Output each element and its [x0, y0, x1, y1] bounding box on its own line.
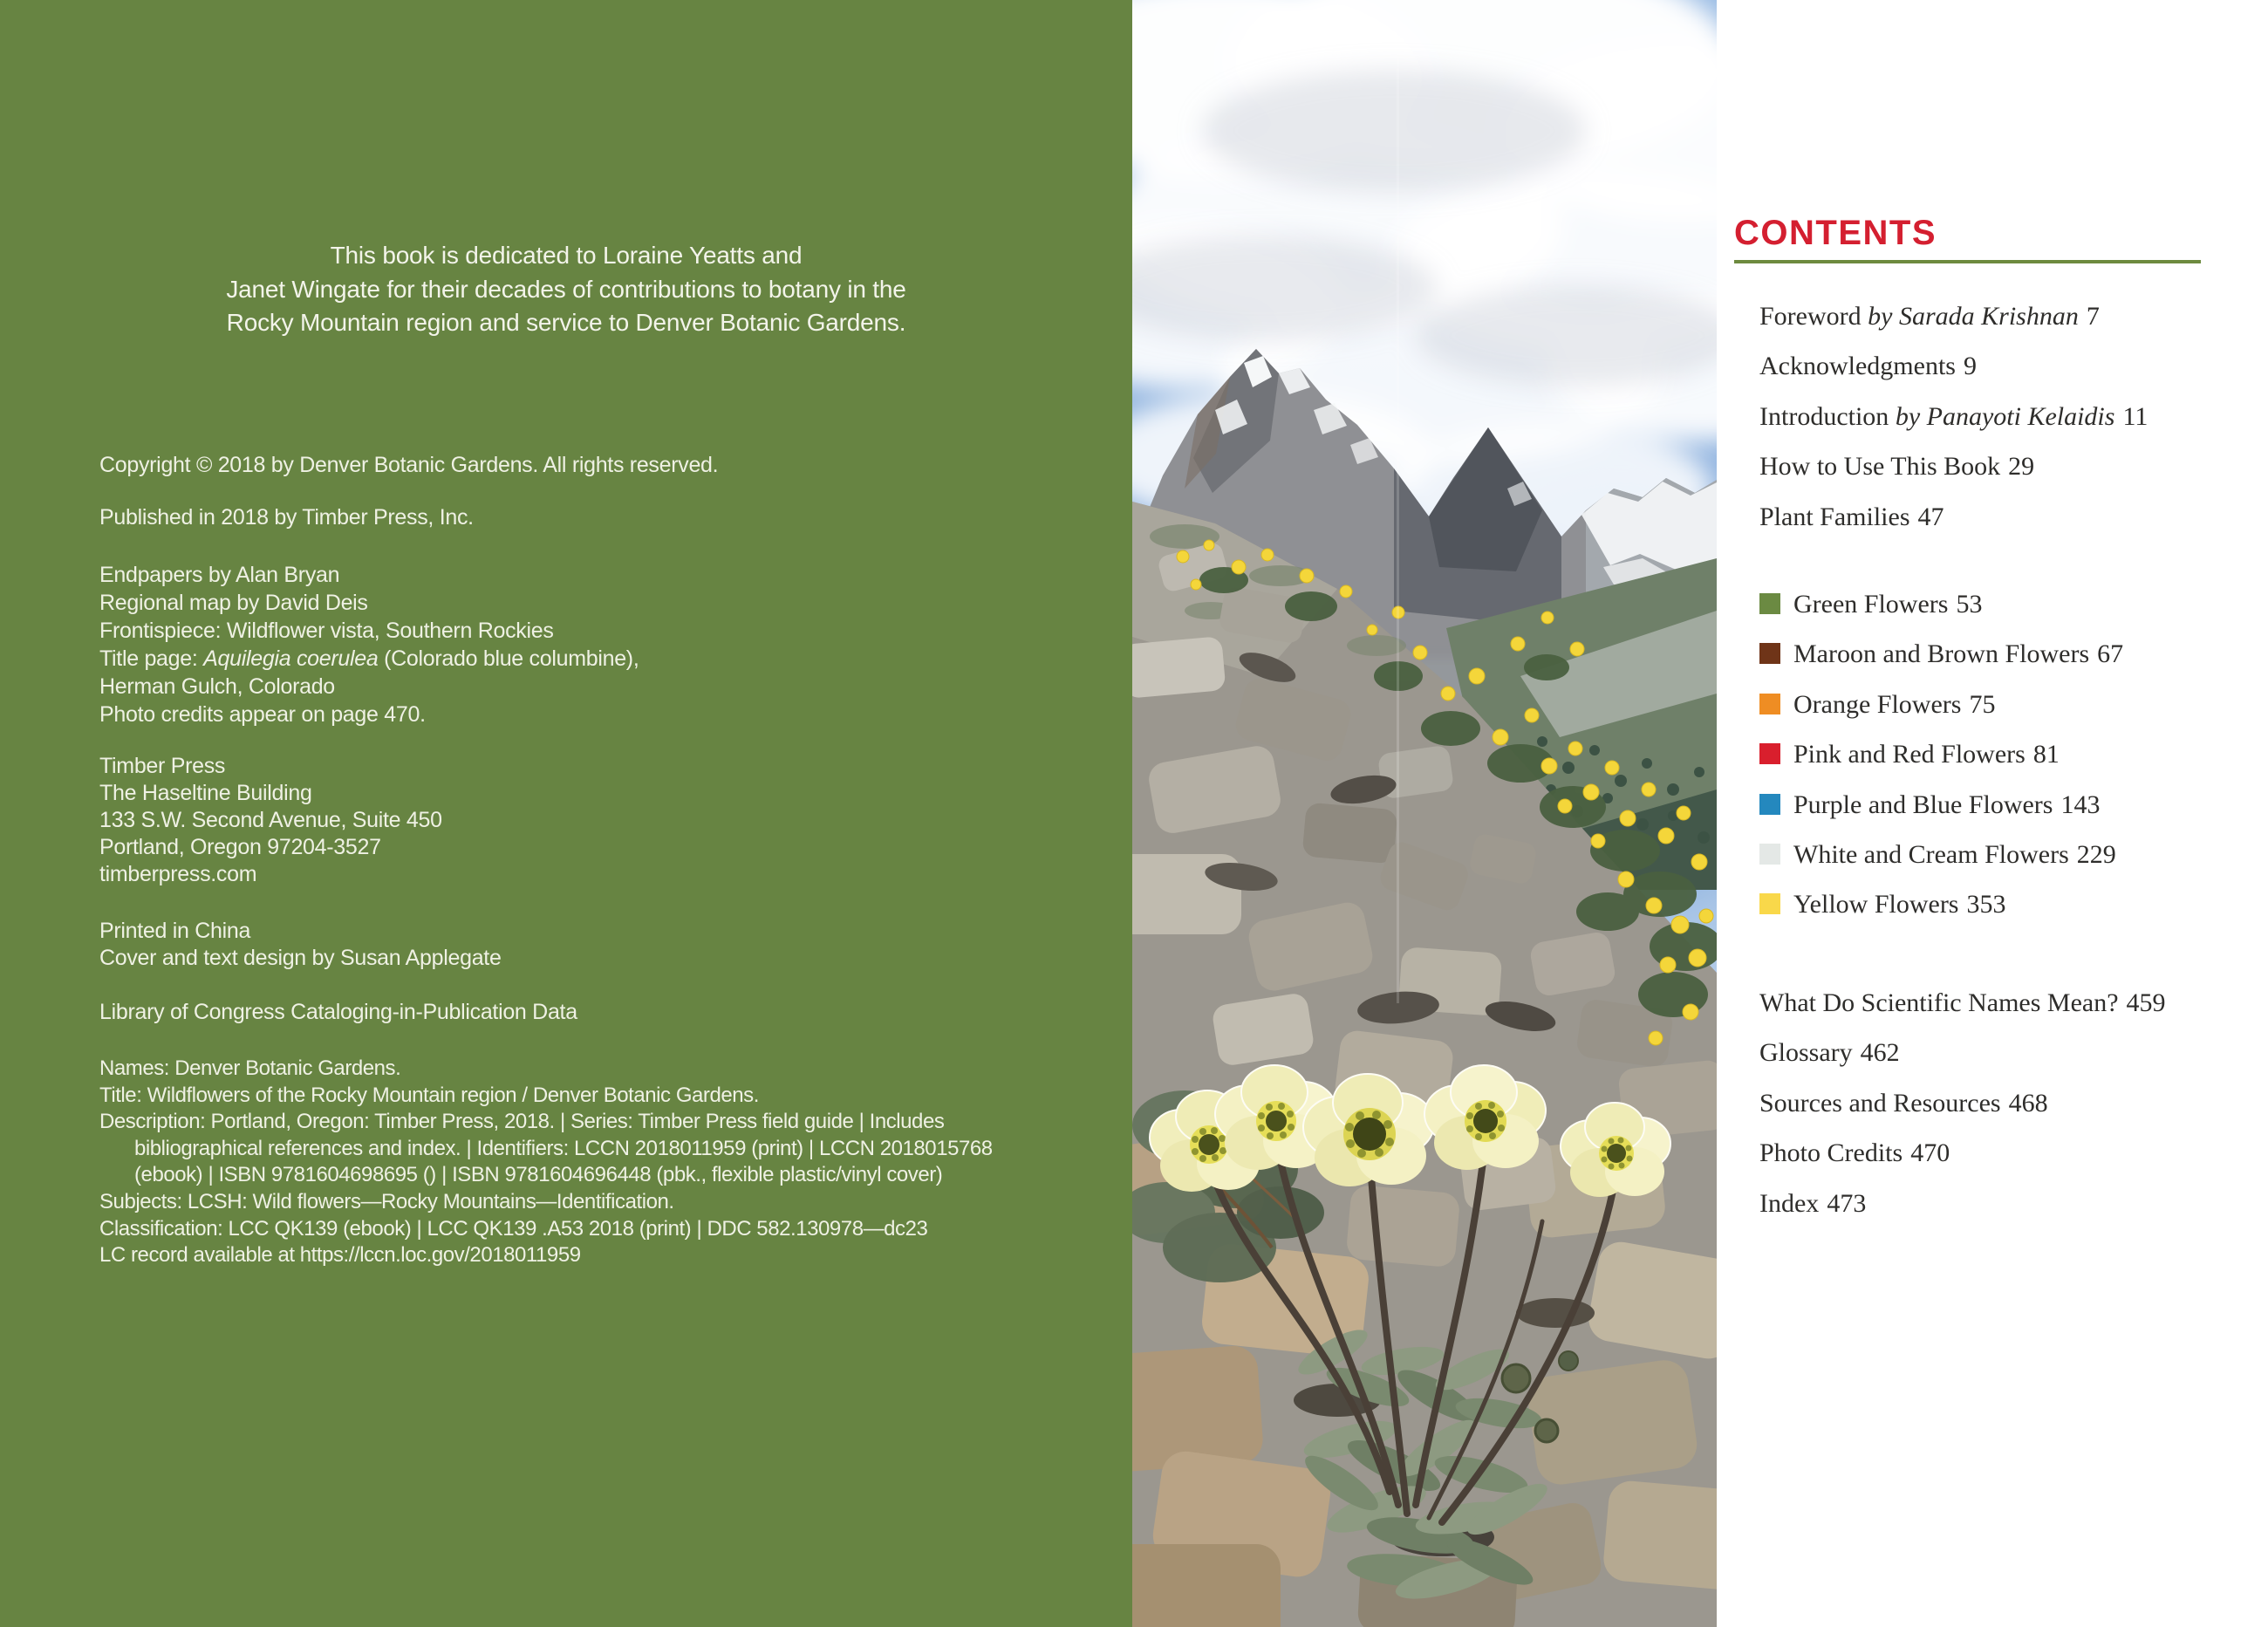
toc-item-white-cream-flowers: White and Cream Flowers 229 — [1759, 830, 2123, 879]
toc-page-number: 47 — [1917, 502, 1944, 531]
toc-page-number: 53 — [1956, 590, 1983, 619]
photo-seam — [1397, 0, 1399, 1003]
publisher-address — [99, 753, 442, 888]
dedication — [0, 239, 1132, 340]
toc-item-green-flowers: Green Flowers 53 — [1759, 579, 2123, 629]
color-swatch-yellow — [1759, 893, 1780, 914]
toc-page-number: 75 — [1969, 689, 1996, 719]
cip-line: Classification: LCC QK139 (ebook) | LCC QK139 .A53 2018 (print) | DDC 582.130978—dc23 — [99, 1216, 928, 1241]
cip-line: Names: Denver Botanic Gardens. — [99, 1056, 401, 1080]
printing-line: Printed in China — [99, 919, 251, 943]
toc-item-yellow-flowers: Yellow Flowers 353 — [1759, 879, 2123, 929]
printing-line: Cover and text design by Susan Applegate — [99, 946, 502, 970]
credits-line: Frontispiece: Wildflower vista, Southern Rockies — [99, 619, 554, 643]
loc-heading: Library of Congress Cataloging-in-Publication Data — [99, 1000, 577, 1024]
credits-block — [99, 561, 639, 728]
toc-page-number: 459 — [2126, 988, 2166, 1017]
contents-rule — [1734, 260, 2201, 263]
toc-page-number: 29 — [2008, 452, 2035, 482]
toc-item-pink-red-flowers: Pink and Red Flowers 81 — [1759, 729, 2123, 779]
address-line: Timber Press — [99, 754, 226, 778]
address-line: Portland, Oregon 97204-3527 — [99, 835, 381, 859]
credits-line: Photo credits appear on page 470. — [99, 702, 426, 727]
toc-front-matter — [1759, 291, 2148, 542]
toc-page-number: 470 — [1910, 1138, 1950, 1168]
toc-page-number: 81 — [2032, 740, 2060, 769]
toc-back-matter — [1759, 978, 2166, 1228]
toc-byline: by Sarada Krishnan — [1868, 302, 2079, 331]
toc-item-plant-families: Plant Families 47 — [1759, 502, 1944, 531]
toc-page-number: 11 — [2122, 401, 2148, 431]
frontispiece-photo — [1132, 0, 1717, 1627]
address-line: 133 S.W. Second Avenue, Suite 450 — [99, 808, 442, 832]
toc-page-number: 353 — [1966, 890, 2006, 919]
dedication-line: This book is dedicated to Loraine Yeatts and — [330, 242, 803, 269]
toc-page-number: 468 — [2008, 1088, 2048, 1118]
credits-line: Herman Gulch, Colorado — [99, 674, 335, 699]
toc-item-glossary: Glossary 462 — [1759, 1038, 1900, 1068]
toc-item-acknowledgments: Acknowledgments 9 — [1759, 352, 1977, 381]
toc-page-number: 143 — [2060, 790, 2101, 819]
toc-page-number: 462 — [1860, 1038, 1900, 1068]
toc-item-orange-flowers: Orange Flowers 75 — [1759, 680, 2123, 729]
cip-line: Title: Wildflowers of the Rocky Mountain region / Denver Botanic Gardens. — [99, 1083, 759, 1107]
copyright-line: Copyright © 2018 by Denver Botanic Gardens. All rights reserved. — [99, 453, 719, 477]
credits-line: Endpapers by Alan Bryan — [99, 563, 340, 587]
publisher-url: timberpress.com — [99, 862, 257, 886]
toc-item-sources-resources: Sources and Resources 468 — [1759, 1088, 2048, 1118]
toc-item-introduction: Introduction by Panayoti Kelaidis 11 — [1759, 401, 2148, 431]
color-swatch-green — [1759, 593, 1780, 614]
address-line: The Haseltine Building — [99, 781, 312, 805]
toc-item-how-to-use: How to Use This Book 29 — [1759, 452, 2035, 482]
toc-page-number: 229 — [2076, 839, 2116, 869]
color-swatch-blue — [1759, 794, 1780, 815]
cip-block — [99, 1056, 993, 1269]
toc-page-number: 473 — [1827, 1188, 1867, 1218]
cip-line: LC record available at https://lccn.loc.gov/2018011959 — [99, 1243, 581, 1268]
toc-item-foreword: Foreword by Sarada Krishnan 7 — [1759, 302, 2100, 331]
toc-item-purple-blue-flowers: Purple and Blue Flowers 143 — [1759, 780, 2123, 830]
toc-item-maroon-brown-flowers: Maroon and Brown Flowers 67 — [1759, 629, 2123, 679]
toc-byline: by Panayoti Kelaidis — [1895, 401, 2115, 431]
species-name: Aquilegia coerulea — [203, 646, 379, 671]
dedication-line: Rocky Mountain region and service to Denver Botanic Gardens. — [226, 309, 906, 336]
toc-item-photo-credits: Photo Credits 470 — [1759, 1138, 1950, 1168]
toc-color-sections — [1759, 579, 2123, 930]
color-swatch-maroon — [1759, 643, 1780, 664]
toc-page-number: 9 — [1963, 352, 1977, 381]
cip-line: (ebook) | ISBN 9781604698695 () | ISBN 9781604696448 (pbk., flexible plastic/vinyl cover) — [134, 1163, 943, 1187]
toc-item-index: Index 473 — [1759, 1188, 1867, 1218]
toc-page-number: 7 — [2086, 302, 2100, 331]
published-line: Published in 2018 by Timber Press, Inc. — [99, 505, 474, 530]
cip-line: bibliographical references and index. | Identifiers: LCCN 2018011959 (print) | LCCN 2018015768 — [134, 1136, 993, 1160]
color-swatch-white — [1759, 844, 1780, 865]
dedication-line: Janet Wingate for their decades of contributions to botany in the — [226, 275, 906, 303]
cip-line: Subjects: LCSH: Wild flowers—Rocky Mountains—Identification. — [99, 1189, 674, 1213]
credits-line: Regional map by David Deis — [99, 591, 368, 615]
color-swatch-orange — [1759, 694, 1780, 714]
cip-line: Description: Portland, Oregon: Timber Press, 2018. | Series: Timber Press field guide | Includes — [99, 1110, 945, 1134]
credits-line: Title page: Aquilegia coerulea (Colorado blue columbine), — [99, 646, 639, 671]
printing-block — [99, 918, 502, 972]
color-swatch-red — [1759, 743, 1780, 764]
toc-item-scientific-names: What Do Scientific Names Mean? 459 — [1759, 988, 2166, 1017]
toc-page-number: 67 — [2097, 639, 2124, 669]
contents-title: CONTENTS — [1734, 214, 1937, 252]
copyright-page — [0, 0, 1132, 1627]
